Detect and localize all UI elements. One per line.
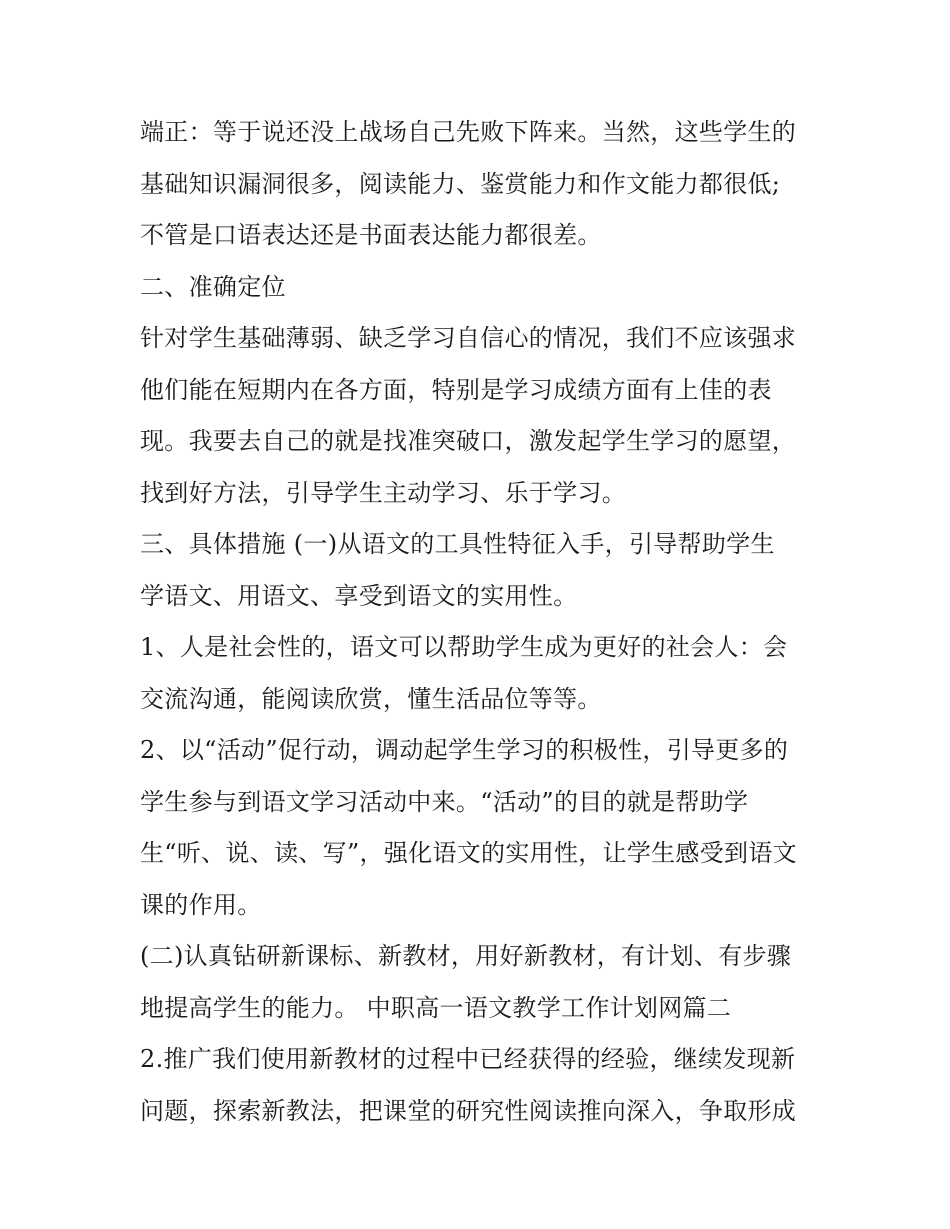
text-line: 基础知识漏洞很多，阅读能力、鉴赏能力和作文能力都很低;: [140, 169, 781, 198]
text-line: 不管是口语表达还是书面表达能力都很差。: [140, 221, 602, 249]
text-line: 地提高学生的能力。 中职高一语文教学工作计划网篇二: [140, 993, 732, 1022]
text-line: 找到好方法，引导学生主动学习、乐于学习。: [140, 478, 626, 507]
text-line: 现。我要去自己的就是找准突破口，激发起学生学习的愿望，: [140, 427, 797, 455]
text-line: 课的作用。: [140, 890, 262, 919]
text-line: 针对学生基础薄弱、缺乏学习自信心的情况，我们不应该强求: [140, 324, 797, 352]
section-heading: 三、具体措施 (一)从语文的工具性特征入手，引导帮助学生: [140, 530, 775, 558]
text-line: 学语文、用语文、享受到语文的实用性。: [140, 581, 578, 610]
text-line: 2、以“活动”促行动，调动起学生学习的积极性，引导更多的: [140, 736, 789, 764]
document-body: [140, 107, 820, 1137]
text-line: 他们能在短期内在各方面，特别是学习成绩方面有上佳的表: [140, 375, 772, 404]
text-line: 生“听、说、读、写”，强化语文的实用性，让学生感受到语文: [140, 839, 797, 867]
section-heading: 二、准确定位: [140, 272, 286, 301]
text-line: (二)认真钻研新课标、新教材，用好新教材，有计划、有步骤: [140, 942, 792, 970]
text-line: 1、人是社会性的，语文可以帮助学生成为更好的社会人：会: [140, 633, 788, 661]
text-line: 2.推广我们使用新教材的过程中已经获得的经验，继续发现新: [140, 1045, 796, 1073]
text-line: 交流沟通，能阅读欣赏，懂生活品位等等。: [140, 684, 602, 713]
text-line: 问题，探索新教法，把课堂的研究性阅读推向深入，争取形成: [140, 1096, 797, 1125]
text-line: 学生参与到语文学习活动中来。“活动”的目的就是帮助学: [140, 787, 749, 816]
text-line: 端正：等于说还没上战场自己先败下阵来。当然，这些学生的: [140, 118, 797, 146]
